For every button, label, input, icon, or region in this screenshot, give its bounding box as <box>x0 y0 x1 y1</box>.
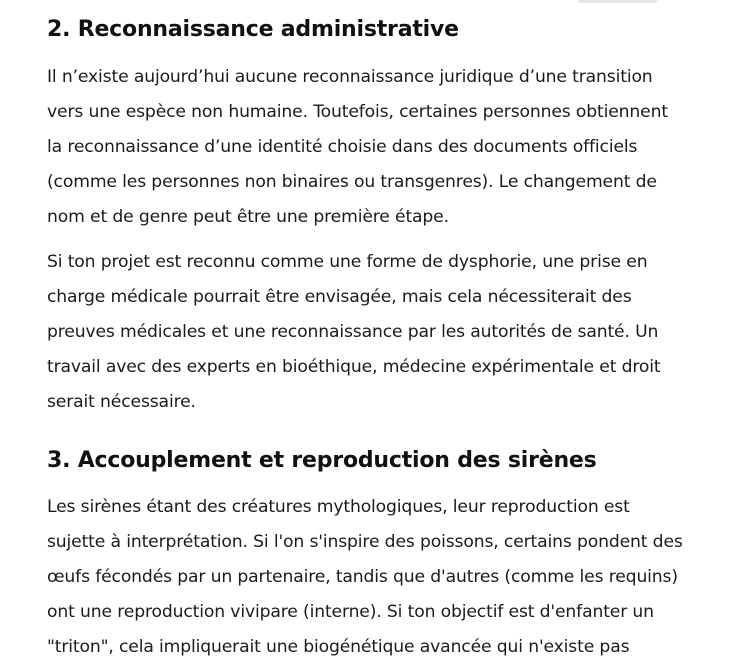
section-paragraph: Si ton projet est reconnu comme une forme de dysphorie, une prise en charge médicale pourrait être envisagée, mais cela nécessiterait des preuves médicales et une reconnaissance par les autorités de santé. Un travail avec des experts en bioéthique, médecine expérimentale et droit serait nécessaire. <box>47 252 661 412</box>
section-paragraph: Les sirènes étant des créatures mythologiques, leur reproduction est sujette à interprétation. Si l'on s'inspire des poissons, certains pondent des œufs fécondés par un partenaire, tandis que d'autres (comme les requins) ont une reproduction vivipare (interne). Si ton objectif est d'enfanter un "triton", cela impliquerait une biogénétique avancée qui n'existe pas <box>47 497 683 657</box>
section-heading-reproduction: 3. Accouplement et reproduction des sirènes <box>47 448 597 473</box>
top-edge-fragment <box>578 0 658 3</box>
section-heading-reconnaissance: 2. Reconnaissance administrative <box>47 17 459 42</box>
section-paragraph: Il n’existe aujourd’hui aucune reconnaissance juridique d’une transition vers une espèce non humaine. Toutefois, certaines personnes obtiennent la reconnaissance d’une identité choisie dans des documents officiels (comme les personnes non binaires ou transgenres). Le changement de nom et de genre peut être une première étape. <box>47 67 668 227</box>
